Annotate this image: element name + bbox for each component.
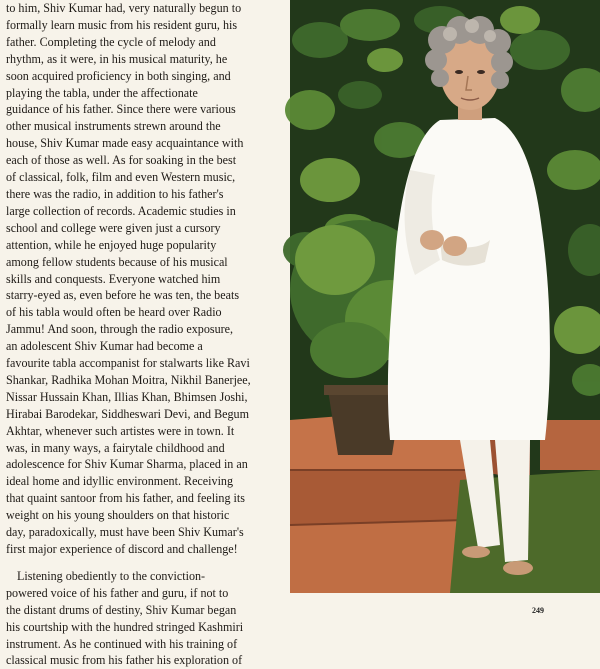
text-column xyxy=(0,0,286,668)
portrait-photo xyxy=(290,0,600,593)
page-number: 249 xyxy=(532,606,544,615)
paragraph-2: Listening obediently to the conviction- powered voice of his father and guru, if not to the distant drums of destiny, Shiv Kumar began his courtship with the hundred stringed Kashmiri instrument. As he continued with his training of classical music from his father his exploration of xyxy=(6,568,244,668)
right-step xyxy=(540,420,600,470)
paragraph-1: to him, Shiv Kumar had, very naturally begun to formally learn music from his resident guru, his father. Completing the cycle of melody and rhythm, as it were, in his musical maturity, he soon acquired proficiency in both singing, and playing the tabla, under the affectionate guidance of his father. Since there were various other musical instruments strewn around the house, Shiv Kumar made easy acquaintance with each of those as well. As for soaking in the best of classical, folk, film and even Western music, there was the radio, in addition to his father's large collection of records. Academic studies in school and college were given just a cursory attention, while he enjoyed huge popularity among fellow students because of his musical skills and conquests. Everyone watched him starry-eyed as, even before he was ten, the beats of his tabla would often be heard over Radio Jammu! And soon, through the radio exposure, an adolescent Shiv Kumar had become a favourite tabla accompanist for stalwarts like Ravi Shankar, Radhika Mohan Moitra, Nikhil Banerjee, Nissar Hussain Khan, Illias Khan, Bhimsen Joshi, Hirabai Barodekar, Siddheswari Devi, and Begum Akhtar, whenever such artistes were in town. It was, in many ways, a fairytale childhood and adolescence for Shiv Kumar Sharma, placed in an ideal home and idyllic environment. Receiving that quaint santoor from his father, and feeling its weight on his young shoulders on that historic day, paradoxically, must have been Shiv Kumar's first major experience of discord and challenge! xyxy=(6,1,251,556)
